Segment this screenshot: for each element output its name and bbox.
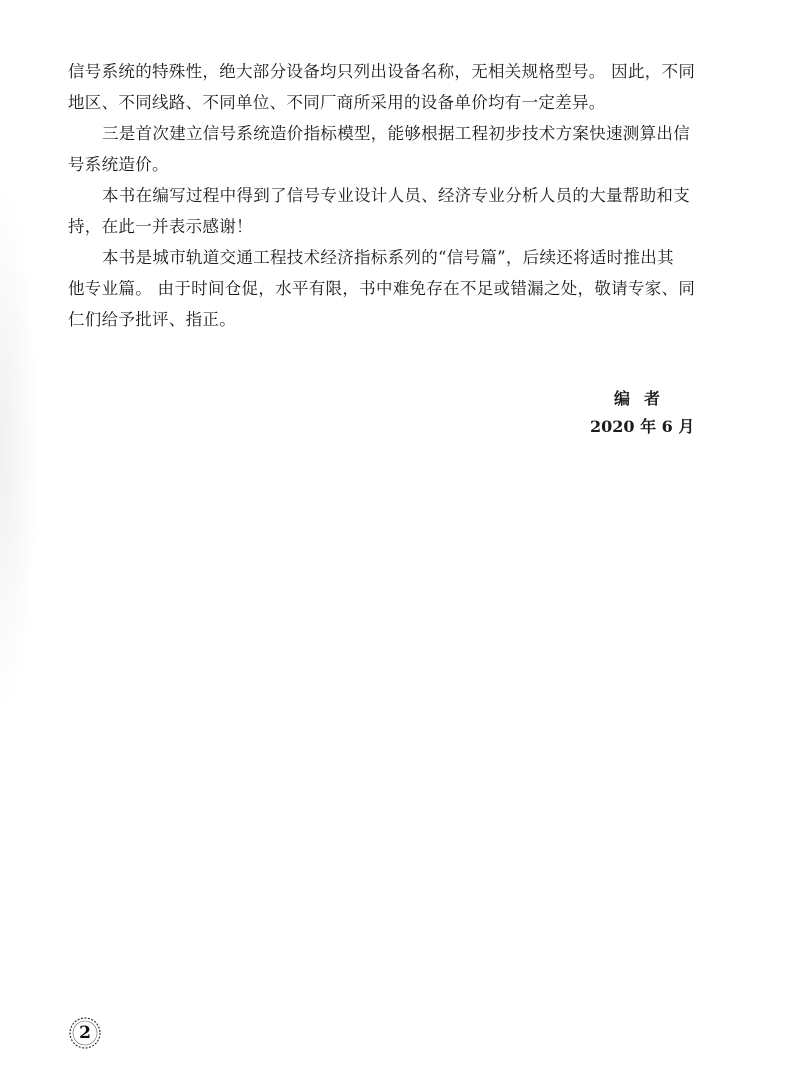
text-line: 三是首次建立信号系统造价指标模型，能够根据工程初步技术方案快速测算出信 [102, 124, 690, 143]
text-line: 本书在编写过程中得到了信号专业设计人员、经济专业分析人员的大量帮助和支 [102, 186, 690, 205]
text-line: 信号系统的特殊性，绝大部分设备均只列出设备名称，无相关规格型号。 因此，不同 [68, 62, 696, 81]
signature-date: 2020 年 6 月 [590, 417, 695, 436]
paragraph-continuation [68, 56, 720, 118]
page-number-badge [68, 1016, 106, 1054]
page-number: 2 [79, 1023, 91, 1043]
paragraph-series-note [68, 242, 720, 335]
paragraph-acknowledgement [68, 180, 720, 242]
signature-author: 编者 [614, 389, 675, 408]
signature-block [560, 385, 730, 441]
text-line: 地区、不同线路、不同单位、不同厂商所采用的设备单价均有一定差异。 [68, 93, 606, 112]
text-line: 仁们给予批评、指正。 [68, 310, 236, 329]
text-line: 号系统造价。 [68, 155, 169, 174]
scan-shadow [0, 180, 40, 720]
text-line: 本书是城市轨道交通工程技术经济指标系列的“信号篇”，后续还将适时推出其 [102, 248, 674, 267]
document-body [68, 56, 720, 335]
paragraph-third-point [68, 118, 720, 180]
text-line: 他专业篇。 由于时间仓促，水平有限，书中难免存在不足或错漏之处，敬请专家、同 [68, 279, 696, 298]
text-line: 持，在此一并表示感谢！ [68, 217, 253, 236]
